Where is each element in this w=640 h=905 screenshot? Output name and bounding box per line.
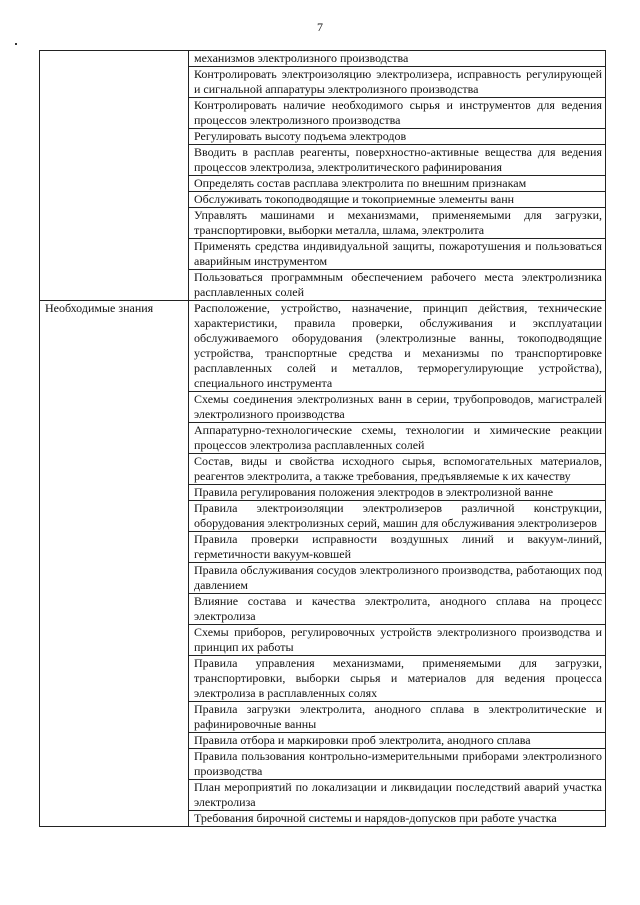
knowledge-item: Расположение, устройство, назначение, принцип действия, технические характеристики, правила проверки, обслуживания и эксплуатации обслуживаемого оборудования (электролизные ванны, токоподводящие устройства, транспортные средства и механизмы по транспортировке расплавленных солей и металлов, терморегулирующие устройства), специального инструмента bbox=[189, 301, 606, 392]
skill-item: Обслуживать токоподводящие и токоприемные элементы ванн bbox=[189, 192, 606, 208]
knowledge-item: Правила управления механизмами, применяемыми для загрузки, транспортировки, выборки сырья и материалов для ведения процесса электролиза в расплавленных солях bbox=[189, 656, 606, 702]
skill-item: Управлять машинами и механизмами, применяемыми для загрузки, транспортировки, выборки металла, шлама, электролита bbox=[189, 208, 606, 239]
knowledge-item: Аппаратурно-технологические схемы, технологии и химические реакции процессов электролиза расплавленных солей bbox=[189, 423, 606, 454]
knowledge-item: Схемы приборов, регулировочных устройств электролизного производства и принцип их работы bbox=[189, 625, 606, 656]
skill-item: Пользоваться программным обеспечением рабочего места электролизника расплавленных солей bbox=[189, 270, 606, 301]
table-row bbox=[40, 51, 606, 67]
knowledge-item: Правила загрузки электролита, анодного сплава в электролитические и рафинировочные ванны bbox=[189, 702, 606, 733]
knowledge-label: Необходимые знания bbox=[40, 301, 189, 827]
skill-item: Контролировать электроизоляцию электролизера, исправность регулирующей и сигнальной аппаратуры электролизного производства bbox=[189, 67, 606, 98]
knowledge-item: План мероприятий по локализации и ликвидации последствий аварий участка электролиза bbox=[189, 780, 606, 811]
skill-item: Вводить в расплав реагенты, поверхностно-активные вещества для ведения процессов электролиза, электролитического рафинирования bbox=[189, 145, 606, 176]
skill-item: Контролировать наличие необходимого сырья и инструментов для ведения процессов электролизного производства bbox=[189, 98, 606, 129]
knowledge-item: Правила отбора и маркировки проб электролита, анодного сплава bbox=[189, 733, 606, 749]
knowledge-item: Правила электроизоляции электролизеров различной конструкции, оборудования электролизных серий, машин для обслуживания электролизеров bbox=[189, 501, 606, 532]
table-row bbox=[40, 301, 606, 392]
qualification-table bbox=[39, 50, 606, 827]
page-number: 7 bbox=[317, 20, 323, 34]
skills-label-cell bbox=[40, 51, 189, 301]
knowledge-item: Состав, виды и свойства исходного сырья, вспомогательных материалов, реагентов электролита, а также требования, предъявляемые к их качеству bbox=[189, 454, 606, 485]
knowledge-item: Правила регулирования положения электродов в электролизной ванне bbox=[189, 485, 606, 501]
skill-item: механизмов электролизного производства bbox=[189, 51, 606, 67]
skill-item: Определять состав расплава электролита по внешним признакам bbox=[189, 176, 606, 192]
knowledge-item: Правила обслуживания сосудов электролизного производства, работающих под давлением bbox=[189, 563, 606, 594]
scan-artifact-dot bbox=[15, 43, 17, 45]
knowledge-item: Правила пользования контрольно-измерительными приборами электролизного производства bbox=[189, 749, 606, 780]
knowledge-item: Влияние состава и качества электролита, анодного сплава на процесс электролиза bbox=[189, 594, 606, 625]
knowledge-item: Требования бирочной системы и нарядов-допусков при работе участка bbox=[189, 811, 606, 827]
skill-item: Регулировать высоту подъема электродов bbox=[189, 129, 606, 145]
skill-item: Применять средства индивидуальной защиты, пожаротушения и пользоваться аварийным инструментом bbox=[189, 239, 606, 270]
knowledge-item: Правила проверки исправности воздушных линий и вакуум-линий, герметичности вакуум-ковшей bbox=[189, 532, 606, 563]
knowledge-item: Схемы соединения электролизных ванн в серии, трубопроводов, магистралей электролизного производства bbox=[189, 392, 606, 423]
